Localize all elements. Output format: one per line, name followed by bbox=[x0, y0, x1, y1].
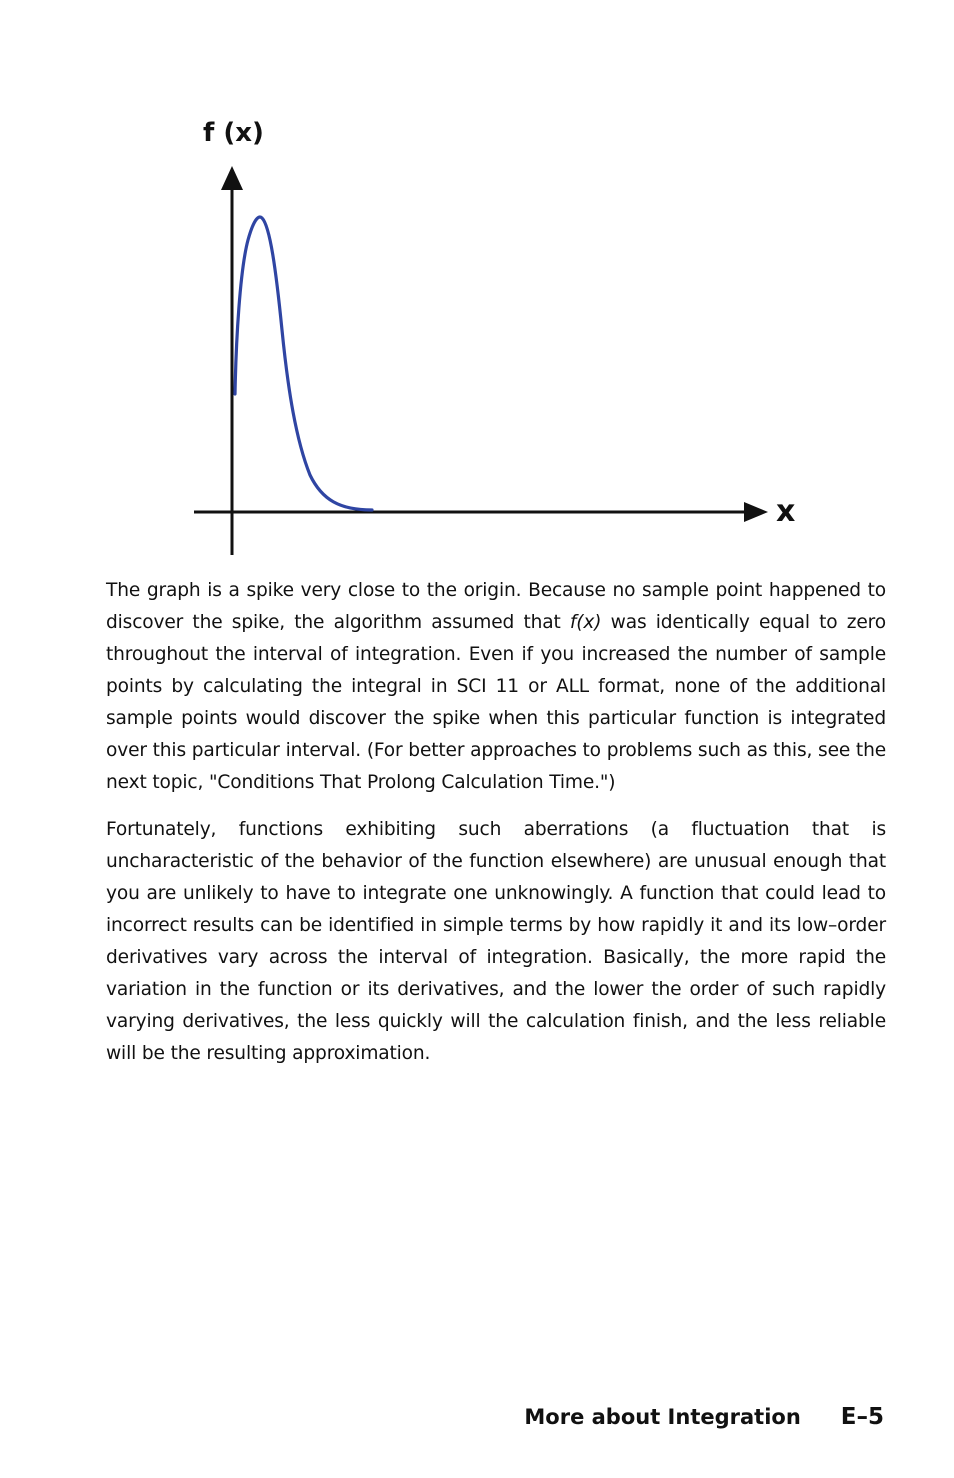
body-text bbox=[106, 575, 886, 1085]
paragraph-1-text-end: was identically equal to zero throughout the interval of integration. Even if you increased the number of sample points by calculating the integral in SCI 11 or ALL format, none of the additional sample points would discover the spike when this particular function is integrated over this particular interval. (For better approaches to problems such as this, see the next topic, "Conditions That Prolong Calculation Time.") bbox=[106, 612, 886, 793]
x-axis-arrowhead bbox=[744, 502, 768, 522]
x-axis-label: x bbox=[776, 494, 796, 529]
paragraph-spike-explanation bbox=[106, 575, 886, 799]
page-footer bbox=[524, 1404, 884, 1430]
footer-section-title: More about Integration bbox=[524, 1405, 801, 1429]
page-number: E–5 bbox=[840, 1404, 884, 1430]
paragraph-aberrations: Fortunately, functions exhibiting such aberrations (a fluctuation that is uncharacteristic of the behavior of the function elsewhere) are unusual enough that you are unlikely to have to integrate one unknowingly. A function that could lead to incorrect results can be identified in simple terms by how rapidly it and its low–order derivatives vary across the interval of integration. Basically, the more rapid the variation in the function or its derivatives, and the lower the order of such rapidly varying derivatives, the less quickly will the calculation finish, and the less reliable will be the resulting approximation. bbox=[106, 819, 886, 1064]
spike-graph-figure bbox=[0, 0, 954, 570]
y-axis-label: f (x) bbox=[203, 118, 264, 148]
spike-curve bbox=[235, 217, 372, 510]
function-reference: f(x) bbox=[569, 612, 602, 633]
paragraph-1-text-start: The graph is a spike very close to the origin. Because no sample point happened to discover the spike, the algorithm assumed that bbox=[106, 580, 886, 633]
y-axis-arrowhead bbox=[221, 166, 243, 190]
